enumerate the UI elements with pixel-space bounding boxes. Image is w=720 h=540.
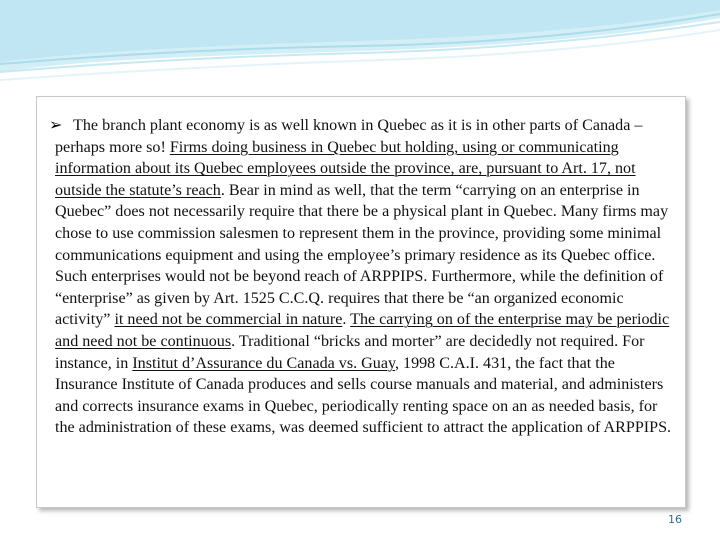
- text-segment: . Bear in mind as well, that the term “carrying on an enterprise in Quebec” does not necessarily require that there be a physical plant in Quebec. Many firms may chose to use commission salesmen to represent them in the province, providing some minimal communications equipment and using the employee’s primary residence as its Quebec office. Such enterprises would not be beyond reach of ARPPIPS. Furthermore, while the definition of “enterprise” as given by Art. 1525 C.C.Q. requires that there be “an organized economic activity”: [55, 181, 669, 329]
- text-segment: , 1998 C.A.I. 431, the fact that the Insurance Institute of Canada produces and sells course manuals and material, and administers and corrects insurance exams in Quebec, periodically renting space on an as needed basis, for the administration of these exams, was deemed sufficient to attract the application of ARPPIPS.: [55, 354, 672, 437]
- text-segment: The branch plant economy is as well known in Quebec as it is in other parts of Canada – perhaps more so!: [55, 117, 643, 156]
- arrow-bullet-icon: ➢: [49, 117, 63, 134]
- body-paragraph: [55, 115, 681, 439]
- underlined-text-segment: Firms doing business in Quebec but holding, using or communicating information about its Quebec employees outside the province, are, pursuant to Art. 17, not outside the statute’s reach: [55, 138, 636, 199]
- underlined-text-segment: The carrying on of the enterprise may be periodic and need not be continuous: [55, 311, 670, 350]
- underlined-text-segment: it need not be commercial in nature: [114, 311, 343, 329]
- decorative-wave-banner: [0, 0, 720, 90]
- page-number: 16: [668, 513, 682, 526]
- content-box: [36, 96, 686, 508]
- text-segment: . Traditional “bricks and morter” are decidedly not required. For instance, in: [55, 332, 645, 372]
- text-segment: .: [342, 311, 351, 329]
- underlined-text-segment: Institut d’Assurance du Canada vs. Guay: [132, 354, 395, 372]
